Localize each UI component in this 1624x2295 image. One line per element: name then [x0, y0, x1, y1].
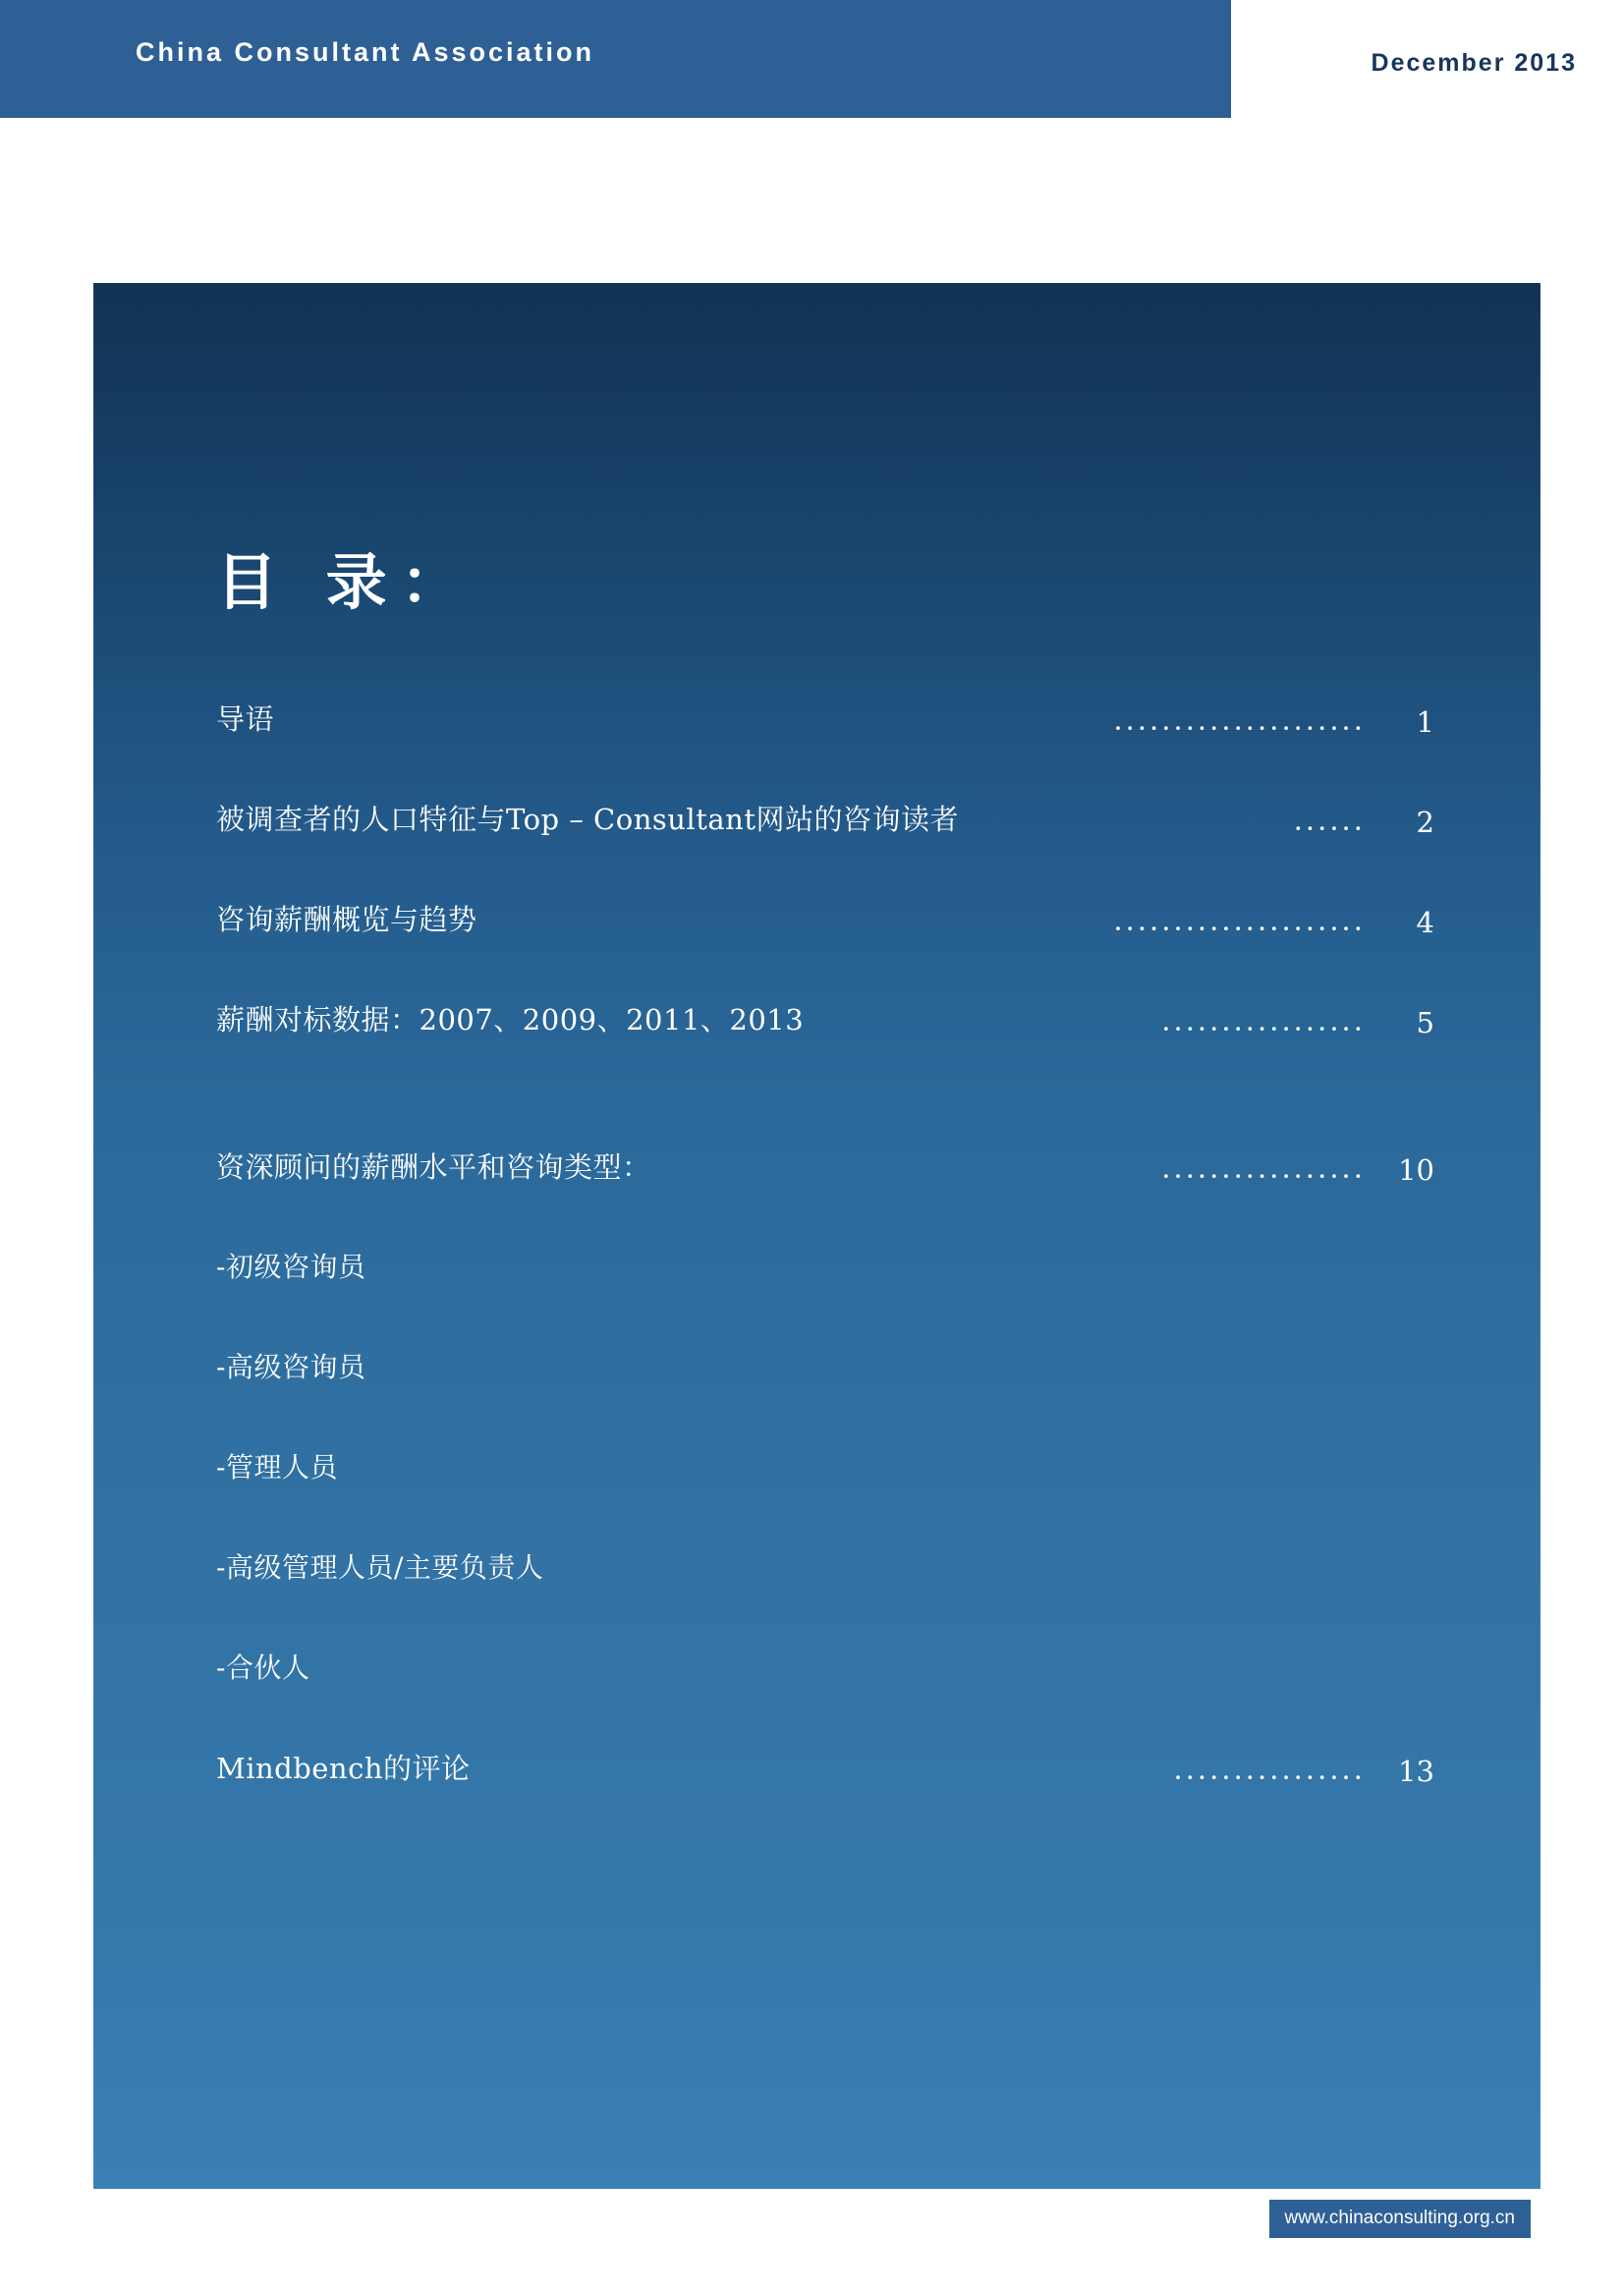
toc-entry-page-number: 10 — [1398, 1153, 1434, 1187]
toc-entry-page-number: 13 — [1398, 1755, 1434, 1788]
toc-entry[interactable] — [216, 1651, 1434, 1755]
page-title: 目 录： — [216, 546, 476, 618]
toc-entry[interactable] — [216, 803, 1434, 906]
toc-entry-page-number: 1 — [1416, 705, 1434, 739]
toc-entry[interactable] — [216, 702, 1434, 806]
toc-entry-label: 资深顾问的薪酬水平和咨询类型： — [216, 1150, 651, 1184]
issue-date: December 2013 — [1371, 49, 1577, 77]
toc-entry-label: -高级管理人员/主要负责人 — [216, 1551, 544, 1584]
page-header — [0, 0, 1624, 118]
toc-entry-page-number: 4 — [1416, 906, 1434, 939]
toc-entry-label: 导语 — [216, 702, 275, 736]
toc-entry-leader-dots: ······ — [1293, 812, 1366, 845]
toc-entry[interactable] — [216, 1752, 1434, 1855]
toc-entry-label: -初级咨询员 — [216, 1251, 366, 1283]
toc-entry-label: Mindbench的评论 — [216, 1752, 471, 1785]
website-link[interactable]: www.chinaconsulting.org.cn — [1269, 2200, 1531, 2238]
toc-entry[interactable] — [216, 1003, 1434, 1106]
toc-entry-leader-dots: ····················· — [1113, 912, 1366, 945]
toc-entry-label: 被调查者的人口特征与Top – Consultant网站的咨询读者 — [216, 803, 959, 836]
toc-entry-label: -合伙人 — [216, 1651, 310, 1684]
organization-title: China Consultant Association — [136, 37, 595, 67]
toc-list — [216, 702, 1434, 1855]
toc-entry-label: 咨询薪酬概览与趋势 — [216, 903, 477, 936]
toc-entry-page-number: 5 — [1416, 1006, 1434, 1039]
toc-spacer — [216, 1106, 1434, 1153]
toc-entry-leader-dots: ················· — [1161, 1012, 1366, 1045]
header-date-panel — [1231, 0, 1624, 118]
toc-entry-page-number: 2 — [1416, 806, 1434, 839]
toc-entry-label: 薪酬对标数据：2007、2009、2011、2013 — [216, 1003, 805, 1036]
toc-entry[interactable] — [216, 1351, 1434, 1454]
toc-entry[interactable] — [216, 903, 1434, 1006]
toc-entry-leader-dots: ····················· — [1113, 711, 1366, 745]
toc-entry-leader-dots: ················ — [1173, 1761, 1366, 1794]
toc-entry-leader-dots: ················· — [1161, 1159, 1366, 1193]
toc-entry[interactable] — [216, 1551, 1434, 1654]
toc-entry-label: -管理人员 — [216, 1451, 338, 1483]
toc-entry[interactable] — [216, 1150, 1434, 1254]
toc-entry[interactable] — [216, 1251, 1434, 1354]
toc-entry-label: -高级咨询员 — [216, 1351, 366, 1383]
toc-entry[interactable] — [216, 1451, 1434, 1554]
table-of-contents-panel — [93, 283, 1540, 2189]
